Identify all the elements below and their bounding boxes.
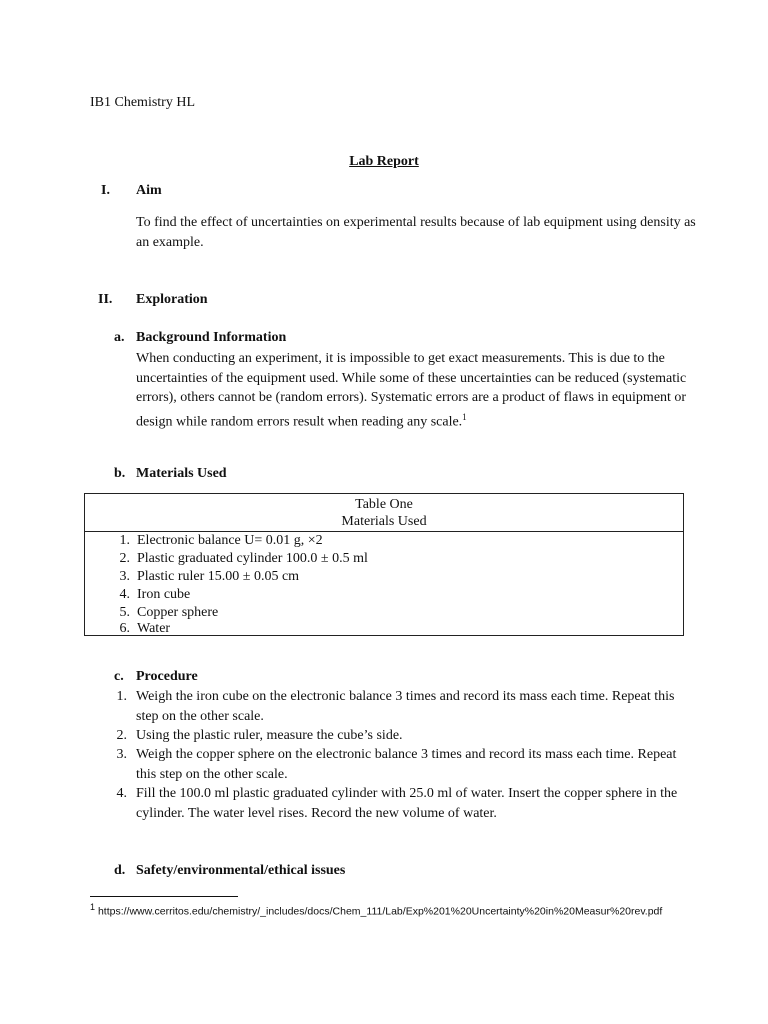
row-number: 6. bbox=[119, 621, 130, 636]
subsection-heading-safety: Safety/environmental/ethical issues bbox=[136, 863, 346, 878]
table-subtitle: Materials Used bbox=[341, 514, 427, 529]
step-number: 2. bbox=[116, 728, 127, 743]
footnote-link[interactable]: https://www.cerritos.edu/chemistry/_includes/docs/Chem_111/Lab/Exp%201%20Uncertainty%20in%20Measur%20rev.pdf bbox=[97, 905, 663, 918]
background-body: When conducting an experiment, it is impossible to get exact measurements. This is due to the uncertainties of the equipment used. While some of these uncertainties can be reduced (systematic errors), others cannot be (random errors). Systematic errors are a product of flaws in equipment or design while random errors result when reading any scale. bbox=[136, 351, 687, 430]
step-number: 3. bbox=[116, 747, 127, 762]
step-number: 1. bbox=[116, 689, 127, 704]
footnote-divider bbox=[90, 896, 238, 897]
section-heading-exploration: Exploration bbox=[136, 292, 208, 307]
row-text: Plastic ruler 15.00 ± 0.05 cm bbox=[137, 569, 300, 584]
section-numeral-aim: I. bbox=[101, 183, 110, 198]
subsection-letter-safety: d. bbox=[114, 863, 126, 878]
row-number: 2. bbox=[119, 551, 130, 566]
background-text bbox=[136, 349, 696, 432]
row-text: Iron cube bbox=[137, 587, 191, 602]
table-header bbox=[85, 494, 683, 532]
table-title: Table One bbox=[355, 497, 413, 512]
section-numeral-exploration: II. bbox=[98, 292, 113, 307]
subsection-letter-procedure: c. bbox=[114, 669, 124, 684]
step-text: Weigh the copper sphere on the electronic balance 3 times and record its mass each time. Repeat this step on the other scale. bbox=[136, 747, 677, 782]
footnote-ref[interactable]: 1 bbox=[462, 411, 467, 422]
subsection-heading-background: Background Information bbox=[136, 330, 287, 345]
subsection-heading-procedure: Procedure bbox=[136, 669, 198, 684]
course-name: IB1 Chemistry HL bbox=[90, 95, 195, 110]
row-text: Plastic graduated cylinder 100.0 ± 0.5 ml bbox=[137, 551, 368, 566]
table-row bbox=[85, 532, 683, 550]
row-text: Water bbox=[137, 621, 171, 636]
table-row bbox=[85, 568, 683, 586]
row-number: 1. bbox=[119, 533, 130, 548]
section-heading-aim: Aim bbox=[136, 183, 162, 198]
row-text: Copper sphere bbox=[137, 605, 219, 620]
row-text: Electronic balance U= 0.01 g, ×2 bbox=[137, 533, 323, 548]
step-text: Using the plastic ruler, measure the cube’s side. bbox=[136, 728, 403, 743]
aim-text: To find the effect of uncertainties on experimental results because of lab equipment using density as an example. bbox=[136, 215, 696, 250]
step-text: Fill the 100.0 ml plastic graduated cylinder with 25.0 ml of water. Insert the copper sphere in the cylinder. The water level rises. Record the new volume of water. bbox=[136, 786, 678, 821]
table-row bbox=[85, 586, 683, 604]
subsection-letter-materials: b. bbox=[114, 466, 126, 481]
row-number: 3. bbox=[119, 569, 130, 584]
footnote-marker: 1 bbox=[90, 902, 96, 912]
materials-table bbox=[84, 493, 684, 636]
step-number: 4. bbox=[116, 786, 127, 801]
footnote bbox=[90, 898, 690, 921]
table-row bbox=[85, 620, 683, 638]
subsection-heading-materials: Materials Used bbox=[136, 466, 227, 481]
row-number: 5. bbox=[119, 605, 130, 620]
table-row bbox=[85, 550, 683, 568]
subsection-letter-background: a. bbox=[114, 330, 125, 345]
row-number: 4. bbox=[119, 587, 130, 602]
step-text: Weigh the iron cube on the electronic balance 3 times and record its mass each time. Repeat this step on the other scale. bbox=[136, 689, 675, 724]
page-title: Lab Report bbox=[349, 154, 419, 169]
